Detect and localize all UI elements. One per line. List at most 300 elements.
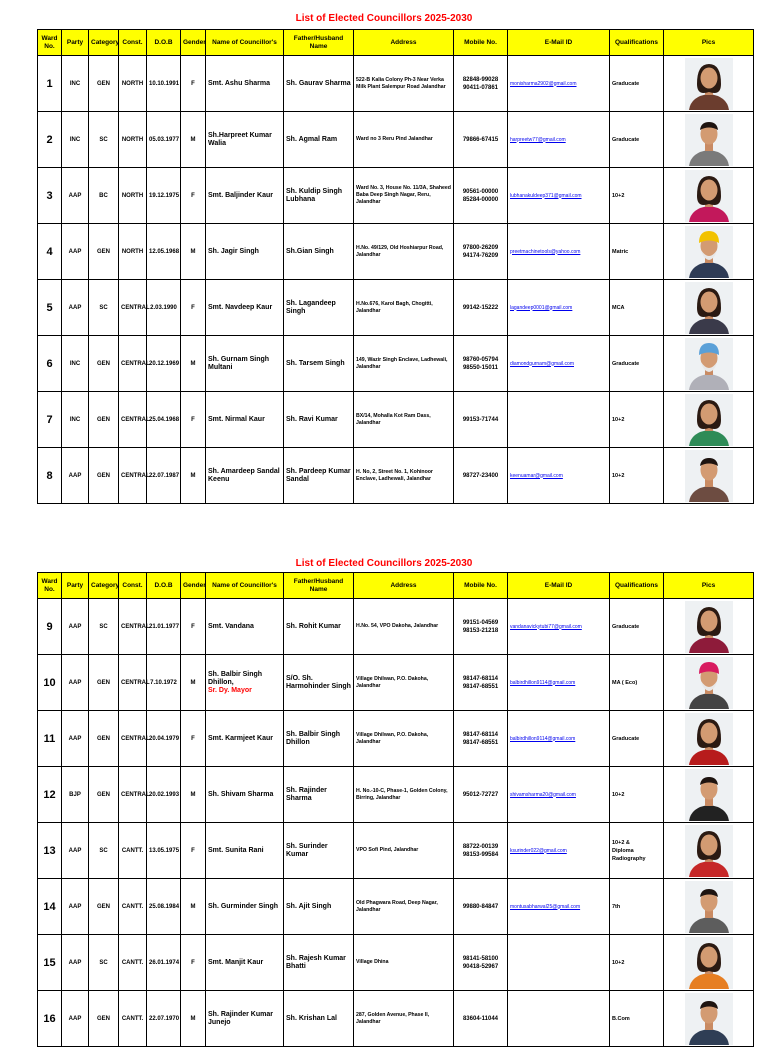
- email-cell: [508, 711, 610, 767]
- email-link[interactable]: vandanavickytubi77@gmail.com: [510, 623, 582, 630]
- email-link[interactable]: monisharma2902@gmail.com: [510, 80, 577, 87]
- father-husband-name: Sh. Rohit Kumar: [284, 599, 354, 655]
- photo-cell: [664, 823, 754, 879]
- photo-cell: [664, 392, 754, 448]
- category-cell: GEN: [89, 224, 119, 280]
- father-husband-name: Sh. Agmal Ram: [284, 112, 354, 168]
- constituency-cell: CENTRAL: [119, 767, 147, 823]
- constituency-cell: CENTRAL: [119, 655, 147, 711]
- constituency-cell: CANTT.: [119, 935, 147, 991]
- category-cell: SC: [89, 599, 119, 655]
- email-cell: [508, 767, 610, 823]
- email-link[interactable]: keenuamar@gmail.com: [510, 472, 563, 479]
- mobile-cell: 90561-00000 85284-00000: [454, 168, 508, 224]
- dob-cell: 21.01.1977: [147, 599, 181, 655]
- column-header: Const.: [119, 30, 147, 56]
- party-cell: INC: [62, 56, 89, 112]
- category-cell: SC: [89, 280, 119, 336]
- ward-number: 1: [38, 56, 62, 112]
- table-row: [38, 599, 754, 655]
- dob-cell: 12.05.1968: [147, 224, 181, 280]
- ward-number: 6: [38, 336, 62, 392]
- category-cell: GEN: [89, 336, 119, 392]
- email-cell: [508, 168, 610, 224]
- qualification-cell: 7th: [610, 879, 664, 935]
- column-header: Gender: [181, 573, 206, 599]
- ward-number: 12: [38, 767, 62, 823]
- section-title: List of Elected Councillors 2025-2030: [295, 13, 473, 24]
- column-header: E-Mail ID: [508, 573, 610, 599]
- councillor-name-cell: [206, 879, 284, 935]
- qualification-cell: Matric: [610, 224, 664, 280]
- table-row: [38, 280, 754, 336]
- column-header: Party: [62, 30, 89, 56]
- table-row: [38, 991, 754, 1047]
- photo-cell: [664, 655, 754, 711]
- photo-man: [685, 114, 733, 166]
- mobile-cell: 99142-15222: [454, 280, 508, 336]
- dob-cell: 20.04.1979: [147, 711, 181, 767]
- column-header: Name of Councillor's: [206, 573, 284, 599]
- category-cell: GEN: [89, 655, 119, 711]
- column-header: Address: [354, 30, 454, 56]
- constituency-cell: CANTT.: [119, 823, 147, 879]
- councillor-name: Sh. Rajinder Kumar Junejo: [208, 1010, 273, 1026]
- photo-man: [685, 338, 733, 390]
- councillor-name: Sh. Gurminder Singh: [208, 902, 279, 910]
- category-cell: SC: [89, 112, 119, 168]
- photo-cell: [664, 112, 754, 168]
- email-link[interactable]: ksurinder022@gmail.com: [510, 847, 567, 854]
- category-cell: GEN: [89, 56, 119, 112]
- councillors-table: [37, 29, 754, 504]
- dob-cell: 22.07.1970: [147, 991, 181, 1047]
- councillor-name-cell: [206, 991, 284, 1047]
- address-cell: Old Phagwara Road, Deep Nagar, Jalandhar: [354, 879, 454, 935]
- photo-man: [685, 881, 733, 933]
- gender-cell: F: [181, 935, 206, 991]
- councillor-name: Smt. Nirmal Kaur: [208, 415, 265, 423]
- party-cell: AAP: [62, 448, 89, 504]
- dob-cell: 20.12.1969: [147, 336, 181, 392]
- councillor-name-cell: [206, 224, 284, 280]
- photo-cell: [664, 168, 754, 224]
- qualification-cell: B.Com: [610, 991, 664, 1047]
- gender-cell: M: [181, 879, 206, 935]
- table-row: [38, 168, 754, 224]
- councillor-name-cell: [206, 711, 284, 767]
- header-row: [38, 573, 754, 599]
- father-husband-name: Sh.Gian Singh: [284, 224, 354, 280]
- councillor-name: Smt. Baljinder Kaur: [208, 191, 273, 199]
- qualification-cell: 10+2: [610, 448, 664, 504]
- dob-cell: 2.03.1990: [147, 280, 181, 336]
- column-header: Mobile No.: [454, 573, 508, 599]
- gender-cell: M: [181, 655, 206, 711]
- photo-woman: [685, 58, 733, 110]
- father-husband-name: Sh. Ravi Kumar: [284, 392, 354, 448]
- address-cell: 287, Golden Avenue, Phase II, Jalandhar: [354, 991, 454, 1047]
- section-title: List of Elected Councillors 2025-2030: [295, 558, 473, 569]
- email-cell: [508, 280, 610, 336]
- father-husband-name: Sh. Tarsem Singh: [284, 336, 354, 392]
- gender-cell: F: [181, 392, 206, 448]
- email-link[interactable]: montusabharwal25@gmail.com: [510, 903, 581, 910]
- mobile-cell: 98141-58100 90418-52967: [454, 935, 508, 991]
- address-cell: H.No. 49/129, Old Hoshiarpur Road, Jalandhar: [354, 224, 454, 280]
- ward-number: 5: [38, 280, 62, 336]
- qualification-cell: 10+2: [610, 935, 664, 991]
- father-husband-name: Sh. Kuldip Singh Lubhana: [284, 168, 354, 224]
- constituency-cell: NORTH: [119, 112, 147, 168]
- dob-cell: 25.04.1968: [147, 392, 181, 448]
- email-cell: [508, 599, 610, 655]
- email-cell: [508, 823, 610, 879]
- column-header: Father/Husband Name: [284, 573, 354, 599]
- column-header: Const.: [119, 573, 147, 599]
- email-cell: [508, 392, 610, 448]
- address-cell: H. No, 2, Street No. 1, Kohinoor Enclave, Ladhewali, Jalandhar: [354, 448, 454, 504]
- table-row: [38, 935, 754, 991]
- ward-number: 8: [38, 448, 62, 504]
- dob-cell: 22.07.1987: [147, 448, 181, 504]
- table-row: [38, 56, 754, 112]
- gender-cell: F: [181, 599, 206, 655]
- councillor-name: Smt. Vandana: [208, 622, 254, 630]
- party-cell: AAP: [62, 168, 89, 224]
- photo-woman: [685, 937, 733, 989]
- table-row: [38, 655, 754, 711]
- qualification-cell: MA ( Eco): [610, 655, 664, 711]
- councillor-name: Smt. Navdeep Kaur: [208, 303, 273, 311]
- qualification-cell: Graducate: [610, 336, 664, 392]
- table-row: [38, 767, 754, 823]
- email-link[interactable]: shivamsharma20@gmail.com: [510, 791, 576, 798]
- councillor-name-cell: [206, 392, 284, 448]
- councillors-table: [37, 572, 754, 1047]
- ward-number: 2: [38, 112, 62, 168]
- councillor-name-cell: [206, 280, 284, 336]
- email-link[interactable]: preetmachinetools@yahoo.com: [510, 248, 581, 255]
- photo-man: [685, 993, 733, 1045]
- email-cell: [508, 336, 610, 392]
- address-cell: VPO Sofi Pind, Jalandhar: [354, 823, 454, 879]
- category-cell: GEN: [89, 879, 119, 935]
- mobile-cell: 95012-72727: [454, 767, 508, 823]
- column-header: Qualifications: [610, 30, 664, 56]
- table-row: [38, 711, 754, 767]
- mobile-cell: 98147-68114 98147-68551: [454, 711, 508, 767]
- father-husband-name: Sh. Krishan Lal: [284, 991, 354, 1047]
- column-header: Address: [354, 573, 454, 599]
- gender-cell: M: [181, 224, 206, 280]
- address-cell: H. No.-10-C, Phase-1, Golden Colony, Birring, Jalandhar: [354, 767, 454, 823]
- councillor-name-cell: [206, 56, 284, 112]
- email-cell: [508, 935, 610, 991]
- party-cell: INC: [62, 112, 89, 168]
- councillor-name-cell: [206, 448, 284, 504]
- column-header: Mobile No.: [454, 30, 508, 56]
- father-husband-name: Sh. Gaurav Sharma: [284, 56, 354, 112]
- constituency-cell: CENTRAL: [119, 392, 147, 448]
- mobile-cell: 98727-23400: [454, 448, 508, 504]
- email-cell: [508, 879, 610, 935]
- photo-woman: [685, 170, 733, 222]
- mobile-cell: 99880-84847: [454, 879, 508, 935]
- table-row: [38, 112, 754, 168]
- column-header: Gender: [181, 30, 206, 56]
- party-cell: INC: [62, 392, 89, 448]
- address-cell: 149, Wazir Singh Enclave, Ladhewali, Jalandhar: [354, 336, 454, 392]
- party-cell: AAP: [62, 655, 89, 711]
- column-header: Category: [89, 30, 119, 56]
- constituency-cell: CANTT.: [119, 879, 147, 935]
- column-header: D.O.B: [147, 573, 181, 599]
- gender-cell: M: [181, 767, 206, 823]
- party-cell: AAP: [62, 935, 89, 991]
- father-husband-name: Sh. Balbir Singh Dhillon: [284, 711, 354, 767]
- mobile-cell: 98147-68114 98147-68551: [454, 655, 508, 711]
- category-cell: SC: [89, 935, 119, 991]
- mobile-cell: 98760-05794 98550-15011: [454, 336, 508, 392]
- column-header: Pics: [664, 30, 754, 56]
- photo-cell: [664, 448, 754, 504]
- gender-cell: F: [181, 711, 206, 767]
- councillor-name: Sh. Jagir Singh: [208, 247, 259, 255]
- column-header: Name of Councillor's: [206, 30, 284, 56]
- gender-cell: F: [181, 823, 206, 879]
- photo-cell: [664, 711, 754, 767]
- ward-number: 9: [38, 599, 62, 655]
- column-header: Qualifications: [610, 573, 664, 599]
- address-cell: BX/14, Mohalla Kot Ram Dass, Jalandhar: [354, 392, 454, 448]
- party-cell: AAP: [62, 599, 89, 655]
- constituency-cell: NORTH: [119, 168, 147, 224]
- constituency-cell: NORTH: [119, 56, 147, 112]
- address-cell: Village Dhilwan, P.O. Dakoha, Jalandhar: [354, 711, 454, 767]
- column-header: Ward No.: [38, 573, 62, 599]
- address-cell: Ward no 3 Reru Pind Jalandhar: [354, 112, 454, 168]
- qualification-cell: Graducate: [610, 599, 664, 655]
- father-husband-name: Sh. Ajit Singh: [284, 879, 354, 935]
- councillor-name: Smt. Ashu Sharma: [208, 79, 270, 87]
- email-cell: [508, 448, 610, 504]
- father-husband-name: Sh. Surinder Kumar: [284, 823, 354, 879]
- column-header: Pics: [664, 573, 754, 599]
- father-husband-name: S/O. Sh. Harmohinder Singh: [284, 655, 354, 711]
- party-cell: AAP: [62, 224, 89, 280]
- photo-cell: [664, 599, 754, 655]
- ward-number: 7: [38, 392, 62, 448]
- dob-cell: 20.02.1993: [147, 767, 181, 823]
- ward-number: 11: [38, 711, 62, 767]
- photo-woman: [685, 713, 733, 765]
- email-link[interactable]: diamondgurnam@gmail.com: [510, 360, 574, 367]
- table-row: [38, 879, 754, 935]
- mobile-cell: 83604-11044: [454, 991, 508, 1047]
- party-cell: AAP: [62, 991, 89, 1047]
- qualification-cell: MCA: [610, 280, 664, 336]
- address-cell: H.No. 54, VPO Dakoha, Jalandhar: [354, 599, 454, 655]
- gender-cell: M: [181, 448, 206, 504]
- column-header: Father/Husband Name: [284, 30, 354, 56]
- councillor-name-cell: [206, 767, 284, 823]
- photo-woman: [685, 394, 733, 446]
- father-husband-name: Sh. Lagandeep Singh: [284, 280, 354, 336]
- email-cell: [508, 56, 610, 112]
- dob-cell: 10.10.1991: [147, 56, 181, 112]
- qualification-cell: Graducate: [610, 112, 664, 168]
- email-link[interactable]: lagandeep0001@gmail.com: [510, 304, 573, 311]
- photo-woman: [685, 282, 733, 334]
- ward-number: 4: [38, 224, 62, 280]
- gender-cell: M: [181, 991, 206, 1047]
- header-row: [38, 30, 754, 56]
- qualification-cell: 10+2: [610, 168, 664, 224]
- qualification-cell: 10+2: [610, 392, 664, 448]
- email-link[interactable]: lubhanakuldeep371@gmail.com: [510, 192, 582, 199]
- mobile-cell: 99151-04569 98153-21218: [454, 599, 508, 655]
- column-header: E-Mail ID: [508, 30, 610, 56]
- party-cell: BJP: [62, 767, 89, 823]
- column-header: Ward No.: [38, 30, 62, 56]
- ward-number: 15: [38, 935, 62, 991]
- address-cell: Ward No. 3, House No. 11/3A, Shaheed Baba Deep Singh Nagar, Reru, Jalandhar: [354, 168, 454, 224]
- party-cell: AAP: [62, 711, 89, 767]
- ward-number: 13: [38, 823, 62, 879]
- dob-cell: 26.01.1974: [147, 935, 181, 991]
- photo-woman: [685, 825, 733, 877]
- category-cell: GEN: [89, 711, 119, 767]
- dob-cell: 05.03.1977: [147, 112, 181, 168]
- email-link[interactable]: harpreetw77@gmail.com: [510, 136, 566, 143]
- email-link[interactable]: balbirdhillon9114@gmail.com: [510, 735, 576, 742]
- column-header: Category: [89, 573, 119, 599]
- mobile-cell: 82848-99028 90411-07861: [454, 56, 508, 112]
- councillor-name-cell: [206, 655, 284, 711]
- mobile-cell: 99153-71744: [454, 392, 508, 448]
- category-cell: BC: [89, 168, 119, 224]
- councillor-designation: Sr. Dy. Mayor: [208, 686, 252, 694]
- dob-cell: 13.05.1975: [147, 823, 181, 879]
- councillor-name-cell: [206, 935, 284, 991]
- photo-cell: [664, 224, 754, 280]
- ward-number: 16: [38, 991, 62, 1047]
- constituency-cell: NORTH: [119, 224, 147, 280]
- address-cell: H.No.676, Karol Bagh, Chogitti, Jalandhar: [354, 280, 454, 336]
- mobile-cell: 88722-00139 98153-99584: [454, 823, 508, 879]
- qualification-cell: Graducate: [610, 56, 664, 112]
- photo-man: [685, 450, 733, 502]
- constituency-cell: CENTRAL: [119, 448, 147, 504]
- photo-cell: [664, 56, 754, 112]
- gender-cell: M: [181, 336, 206, 392]
- address-cell: 522-B Kalia Colony Ph-3 Near Verka Milk Plant Salempur Road Jalandhar: [354, 56, 454, 112]
- mobile-cell: 97800-26209 94174-76209: [454, 224, 508, 280]
- category-cell: SC: [89, 823, 119, 879]
- email-cell: [508, 224, 610, 280]
- constituency-cell: CENTRAL: [119, 599, 147, 655]
- dob-cell: 25.08.1984: [147, 879, 181, 935]
- ward-number: 3: [38, 168, 62, 224]
- party-cell: AAP: [62, 879, 89, 935]
- qualification-cell: 10+2: [610, 767, 664, 823]
- dob-cell: 19.12.1975: [147, 168, 181, 224]
- column-header: D.O.B: [147, 30, 181, 56]
- councillor-name: Smt. Manjit Kaur: [208, 958, 264, 966]
- councillor-name: Sh. Shivam Sharma: [208, 790, 274, 798]
- photo-woman: [685, 601, 733, 653]
- ward-number: 14: [38, 879, 62, 935]
- gender-cell: F: [181, 168, 206, 224]
- qualification-cell: 10+2 & Diploma Radiography: [610, 823, 664, 879]
- photo-cell: [664, 280, 754, 336]
- photo-man: [685, 657, 733, 709]
- photo-cell: [664, 991, 754, 1047]
- councillor-name: Smt. Karmjeet Kaur: [208, 734, 273, 742]
- photo-man: [685, 226, 733, 278]
- councillor-name-cell: [206, 112, 284, 168]
- table-row: [38, 336, 754, 392]
- gender-cell: F: [181, 280, 206, 336]
- category-cell: GEN: [89, 767, 119, 823]
- email-cell: [508, 655, 610, 711]
- constituency-cell: CENTRAL: [119, 336, 147, 392]
- constituency-cell: CENTRAL: [119, 280, 147, 336]
- address-cell: Village Dhilwan, P.O. Dakoha, Jalandhar: [354, 655, 454, 711]
- email-cell: [508, 112, 610, 168]
- category-cell: GEN: [89, 392, 119, 448]
- councillor-name: Smt. Sunita Rani: [208, 846, 264, 854]
- councillor-name: Sh.Harpreet Kumar Walia: [208, 131, 272, 147]
- councillor-name-cell: [206, 336, 284, 392]
- category-cell: GEN: [89, 448, 119, 504]
- table-row: [38, 224, 754, 280]
- father-husband-name: Sh. Pardeep Kumar Sandal: [284, 448, 354, 504]
- photo-cell: [664, 935, 754, 991]
- party-cell: AAP: [62, 823, 89, 879]
- father-husband-name: Sh. Rajinder Sharma: [284, 767, 354, 823]
- councillor-name: Sh. Balbir Singh Dhillon,: [208, 670, 263, 686]
- councillor-name-cell: [206, 599, 284, 655]
- photo-cell: [664, 879, 754, 935]
- ward-number: 10: [38, 655, 62, 711]
- table-row: [38, 392, 754, 448]
- party-cell: AAP: [62, 280, 89, 336]
- table-row: [38, 448, 754, 504]
- photo-cell: [664, 336, 754, 392]
- email-link[interactable]: balbirdhillon9114@gmail.com: [510, 679, 576, 686]
- party-cell: INC: [62, 336, 89, 392]
- address-cell: Village Dhina: [354, 935, 454, 991]
- qualification-cell: Graducate: [610, 711, 664, 767]
- column-header: Party: [62, 573, 89, 599]
- mobile-cell: 79866-67415: [454, 112, 508, 168]
- constituency-cell: CANTT.: [119, 991, 147, 1047]
- dob-cell: 7.10.1972: [147, 655, 181, 711]
- photo-cell: [664, 767, 754, 823]
- constituency-cell: CENTRAL: [119, 711, 147, 767]
- photo-man: [685, 769, 733, 821]
- gender-cell: F: [181, 56, 206, 112]
- category-cell: GEN: [89, 991, 119, 1047]
- councillor-name: Sh. Gurnam Singh Multani: [208, 355, 270, 371]
- email-cell: [508, 991, 610, 1047]
- gender-cell: M: [181, 112, 206, 168]
- councillor-name-cell: [206, 168, 284, 224]
- councillor-name: Sh. Amardeep Sandal Keenu: [208, 467, 280, 483]
- table-row: [38, 823, 754, 879]
